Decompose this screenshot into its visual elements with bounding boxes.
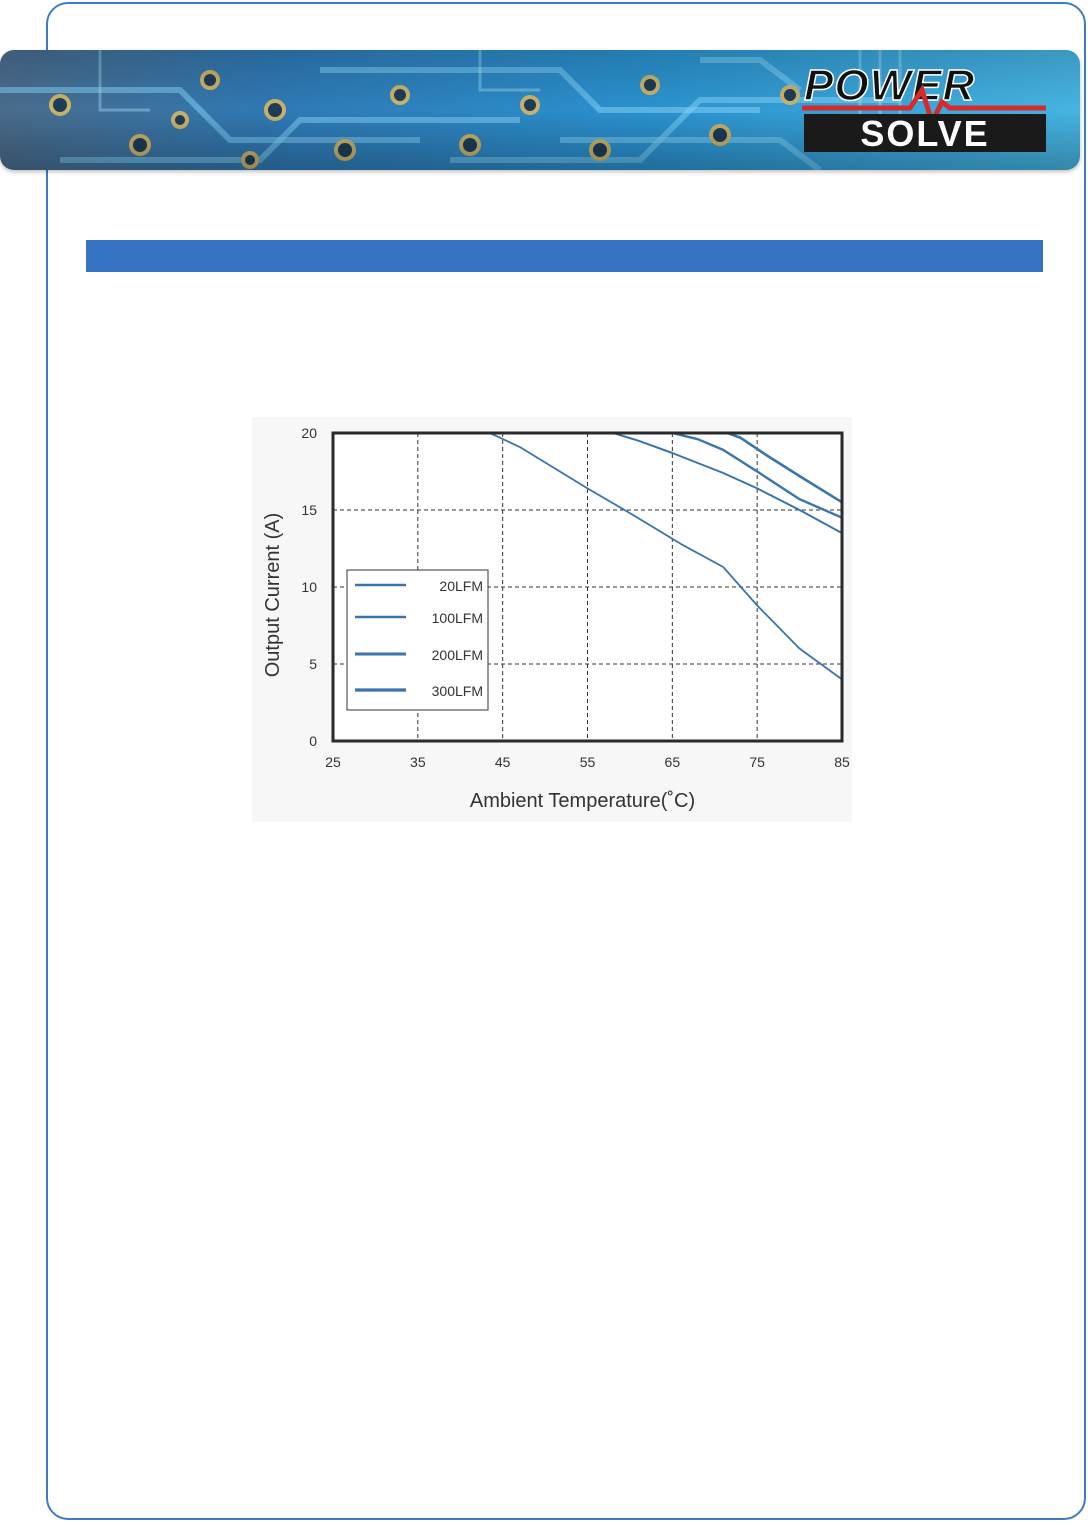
y-tick-label: 0 bbox=[309, 733, 317, 749]
header-banner bbox=[0, 50, 1080, 170]
x-tick-label: 75 bbox=[749, 754, 765, 770]
legend-label-100lfm: 100LFM bbox=[431, 610, 483, 626]
x-tick-label: 55 bbox=[579, 754, 596, 770]
power-solve-logo bbox=[800, 62, 1050, 154]
y-tick-label: 15 bbox=[301, 502, 317, 518]
chart-svg bbox=[252, 417, 852, 822]
y-tick-label: 20 bbox=[301, 425, 317, 441]
legend-label-20lfm: 20LFM bbox=[439, 578, 483, 594]
section-header-bar bbox=[86, 240, 1043, 272]
derating-chart bbox=[252, 417, 852, 822]
y-tick-label: 10 bbox=[301, 579, 317, 595]
x-tick-label: 85 bbox=[834, 754, 850, 770]
legend-label-200lfm: 200LFM bbox=[431, 647, 483, 663]
x-tick-label: 25 bbox=[325, 754, 341, 770]
x-tick-label: 65 bbox=[664, 754, 681, 770]
svg-text:SOLVE: SOLVE bbox=[860, 113, 990, 154]
x-tick-label: 35 bbox=[410, 754, 426, 770]
legend-label-300lfm: 300LFM bbox=[431, 683, 483, 699]
x-axis-label: Ambient Temperature(˚C) bbox=[469, 790, 696, 812]
y-axis-label: Output Current (A) bbox=[262, 512, 284, 678]
x-tick-label: 45 bbox=[494, 754, 511, 770]
svg-text:POWER: POWER bbox=[804, 62, 976, 110]
y-tick-label: 5 bbox=[309, 656, 317, 672]
